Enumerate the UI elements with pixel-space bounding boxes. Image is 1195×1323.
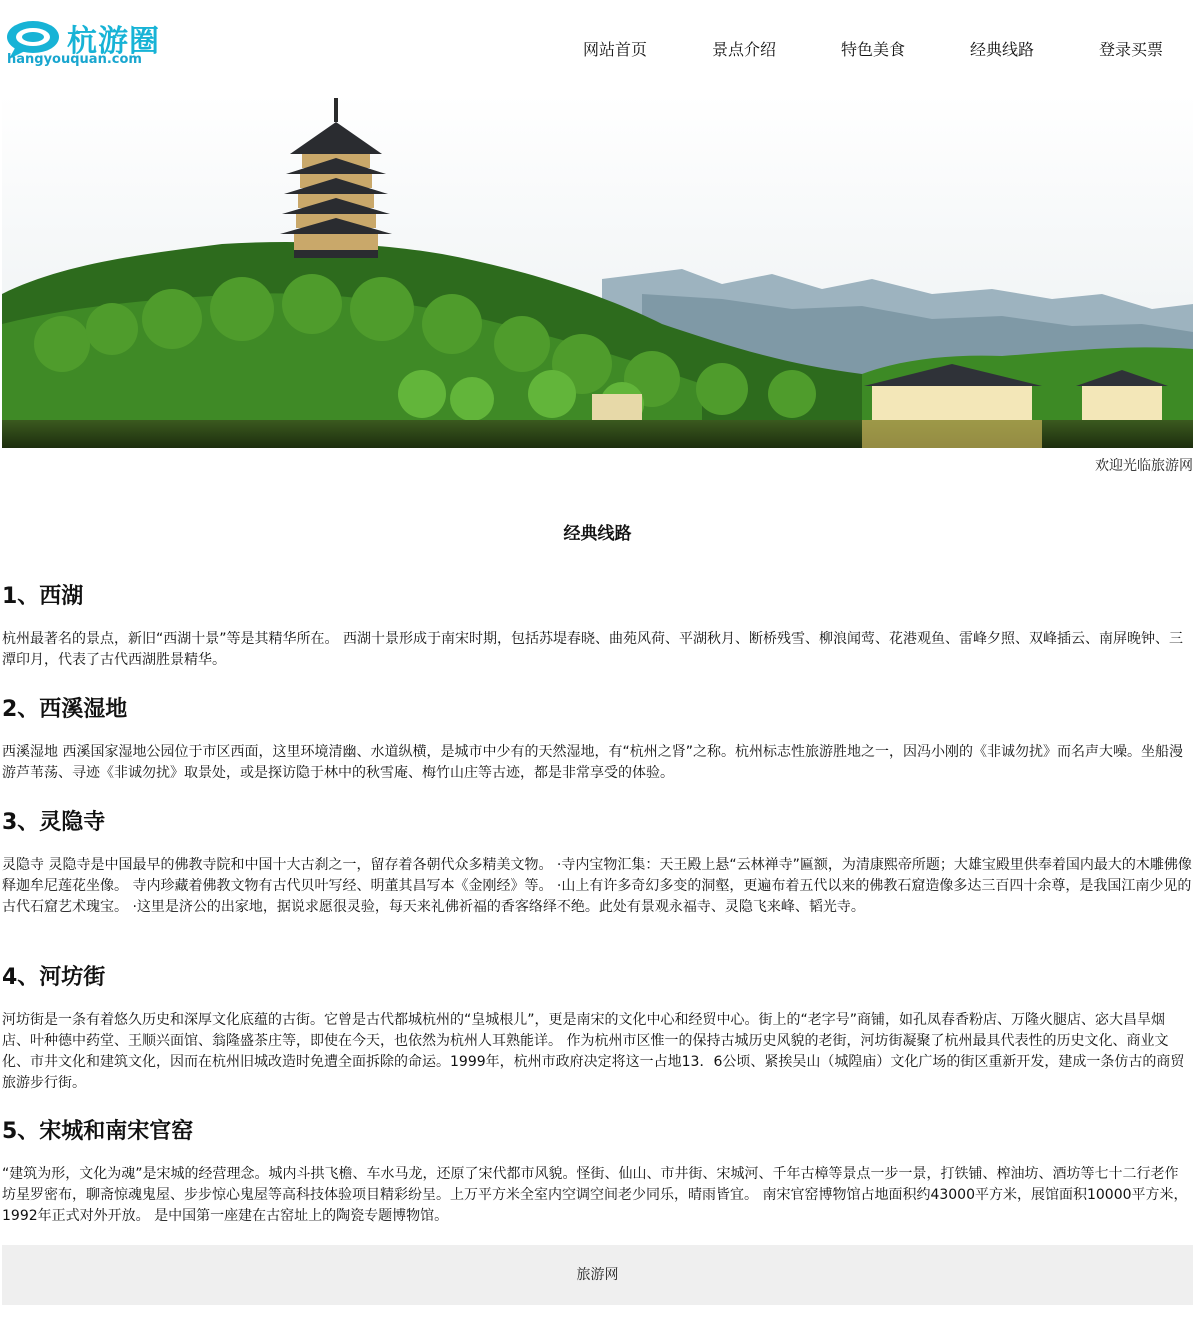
route-title: 3、灵隐寺 [2,810,106,835]
site-logo[interactable] [5,14,175,70]
route-description: “建筑为形，文化为魂”是宋城的经营理念。城内斗拱飞檐、车水马龙，还原了宋代都市风貌。怪街、仙山、市井街、宋城河、千年古樟等景点一步一景，打铁铺、榨油坊、酒坊等七十二行老作坊星罗密布，聊斋惊魂鬼屋、步步惊心鬼屋等高科技体验项目精彩纷呈。上万平方米全室内空调空间老少同乐，晴雨皆宜。 南宋官窑博物馆占地面积约43000平方米，展馆面积10000平方米，1992年正式对外开放。 是中国第一座建在古窑址上的陶瓷专题博物馆。 [2,1166,1188,1224]
route-title: 5、宋城和南宋官窑 [2,1119,194,1144]
route-section [2,696,1192,784]
route-section [2,1118,1192,1227]
route-description: 河坊街是一条有着悠久历史和深厚文化底蕴的古街。它曾是古代都城杭州的“皇城根儿”，更是南宋的文化中心和经贸中心。街上的“老字号”商铺，如孔凤春香粉店、万隆火腿店、宓大昌旱烟店、叶种德中药堂、王顺兴面馆、翁隆盛茶庄等，即使在今天，也依然为杭州人耳熟能详。 作为杭州市区惟一的保持古城历史风貌的老街，河坊街凝聚了杭州最具代表性的历史文化、商业文化、市井文化和建筑文化，因而在杭州旧城改造时免遭全面拆除的命运。1999年，杭州市政府决定将这一占地13．6公顷、紧挨吴山（城隍庙）文化广场的街区重新开发，建成一条仿古的商贸旅游步行街。 [2,1012,1185,1091]
nav-item-login-tickets[interactable]: 登录买票 [1098,40,1163,59]
footer-text: 旅游网 [576,1267,619,1283]
route-section [2,583,1192,671]
nav-item-attractions[interactable]: 景点介绍 [711,40,776,59]
nav-item-food[interactable]: 特色美食 [840,40,905,59]
route-title: 1、西湖 [2,584,84,609]
logo-text-en: hangyouquan.com [7,52,142,67]
banner-image [2,94,1193,448]
route-description: 杭州最著名的景点，新旧“西湖十景”等是其精华所在。 西湖十景形成于南宋时期，包括苏堤春晓、曲苑风荷、平湖秋月、断桥残雪、柳浪闻莺、花港观鱼、雷峰夕照、双峰插云、南屏晚钟、三潭印月，代表了古代西湖胜景精华。 [2,631,1183,668]
logo-text-cn: 杭游圈 [67,24,160,59]
banner-caption: 欢迎光临旅游网 [1095,458,1193,474]
route-title: 2、西溪湿地 [2,697,128,722]
nav-item-home[interactable]: 网站首页 [582,40,647,59]
site-header [0,0,1195,94]
route-section [2,809,1192,918]
page-title: 经典线路 [563,524,632,544]
route-description: 灵隐寺 灵隐寺是中国最早的佛教寺院和中国十大古刹之一，留存着各朝代众多精美文物。 ·寺内宝物汇集：天王殿上悬“云林禅寺”匾额，为清康熙帝所题；大雄宝殿里供奉着国内最大的木雕佛像释迦牟尼莲花坐像。 寺内珍藏着佛教文物有古代贝叶写经、明董其昌写本《金刚经》等。 ·山上有许多奇幻多变的洞壑，更遍布着五代以来的佛教石窟造像多达三百四十余尊，是我国江南少见的古代石窟艺术瑰宝。 ·这里是济公的出家地，据说求愿很灵验，每天来礼佛祈福的香客络绎不绝。此处有景观永福寺、灵隐飞来峰、韬光寺。 [2,857,1192,915]
route-section [2,964,1192,1094]
nav-item-routes[interactable]: 经典线路 [969,40,1034,59]
route-description: 西溪湿地 西溪国家湿地公园位于市区西面，这里环境清幽、水道纵横，是城市中少有的天然湿地，有“杭州之肾”之称。杭州标志性旅游胜地之一，因冯小刚的《非诚勿扰》而名声大噪。坐船漫游芦苇荡、寻迹《非诚勿扰》取景处，或是探访隐于林中的秋雪庵、梅竹山庄等古迹，都是非常享受的体验。 [2,744,1183,781]
route-title: 4、河坊街 [2,965,106,990]
site-footer [2,1245,1193,1305]
main-nav [550,37,1195,61]
leifeng-pagoda-landscape-image [2,94,1193,448]
